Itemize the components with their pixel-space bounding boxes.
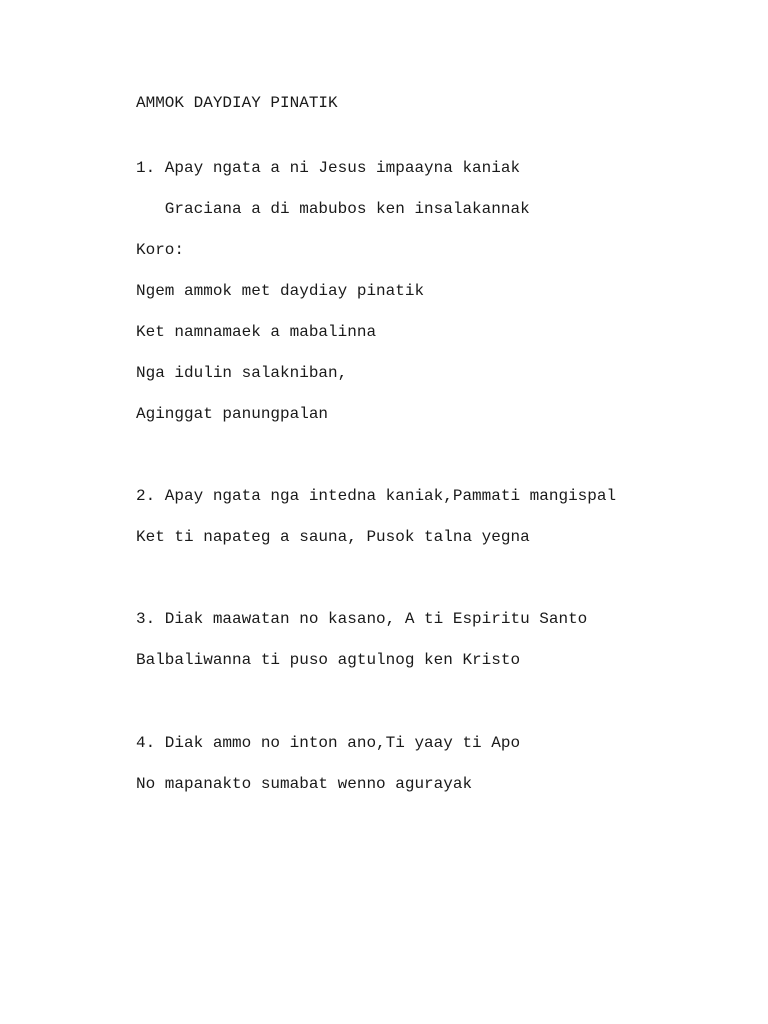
verse-1-line-1: 1. Apay ngata a ni Jesus impaayna kaniak (136, 159, 521, 177)
song-title: AMMOK DAYDIAY PINATIK (136, 94, 338, 112)
verse-4-line-2: No mapanakto sumabat wenno agurayak (136, 775, 473, 793)
chorus-line-1: Ngem ammok met daydiay pinatik (136, 282, 425, 300)
verse-3-line-2: Balbaliwanna ti puso agtulnog ken Kristo (136, 651, 521, 669)
chorus-line-4: Aginggat panungpalan (136, 405, 329, 423)
chorus-line-3: Nga idulin salakniban, (136, 364, 348, 382)
verse-2-line-1: 2. Apay ngata nga intedna kaniak,Pammati mangispal (136, 487, 617, 505)
chorus-label: Koro: (136, 241, 185, 259)
verse-1-line-2: Graciana a di mabubos ken insalakannak (136, 200, 530, 218)
chorus-line-2: Ket namnamaek a mabalinna (136, 323, 377, 341)
verse-2-line-2: Ket ti napateg a sauna, Pusok talna yegna (136, 528, 530, 546)
verse-3-line-1: 3. Diak maawatan no kasano, A ti Espiritu Santo (136, 610, 588, 628)
verse-4-line-1: 4. Diak ammo no inton ano,Ti yaay ti Apo (136, 734, 521, 752)
